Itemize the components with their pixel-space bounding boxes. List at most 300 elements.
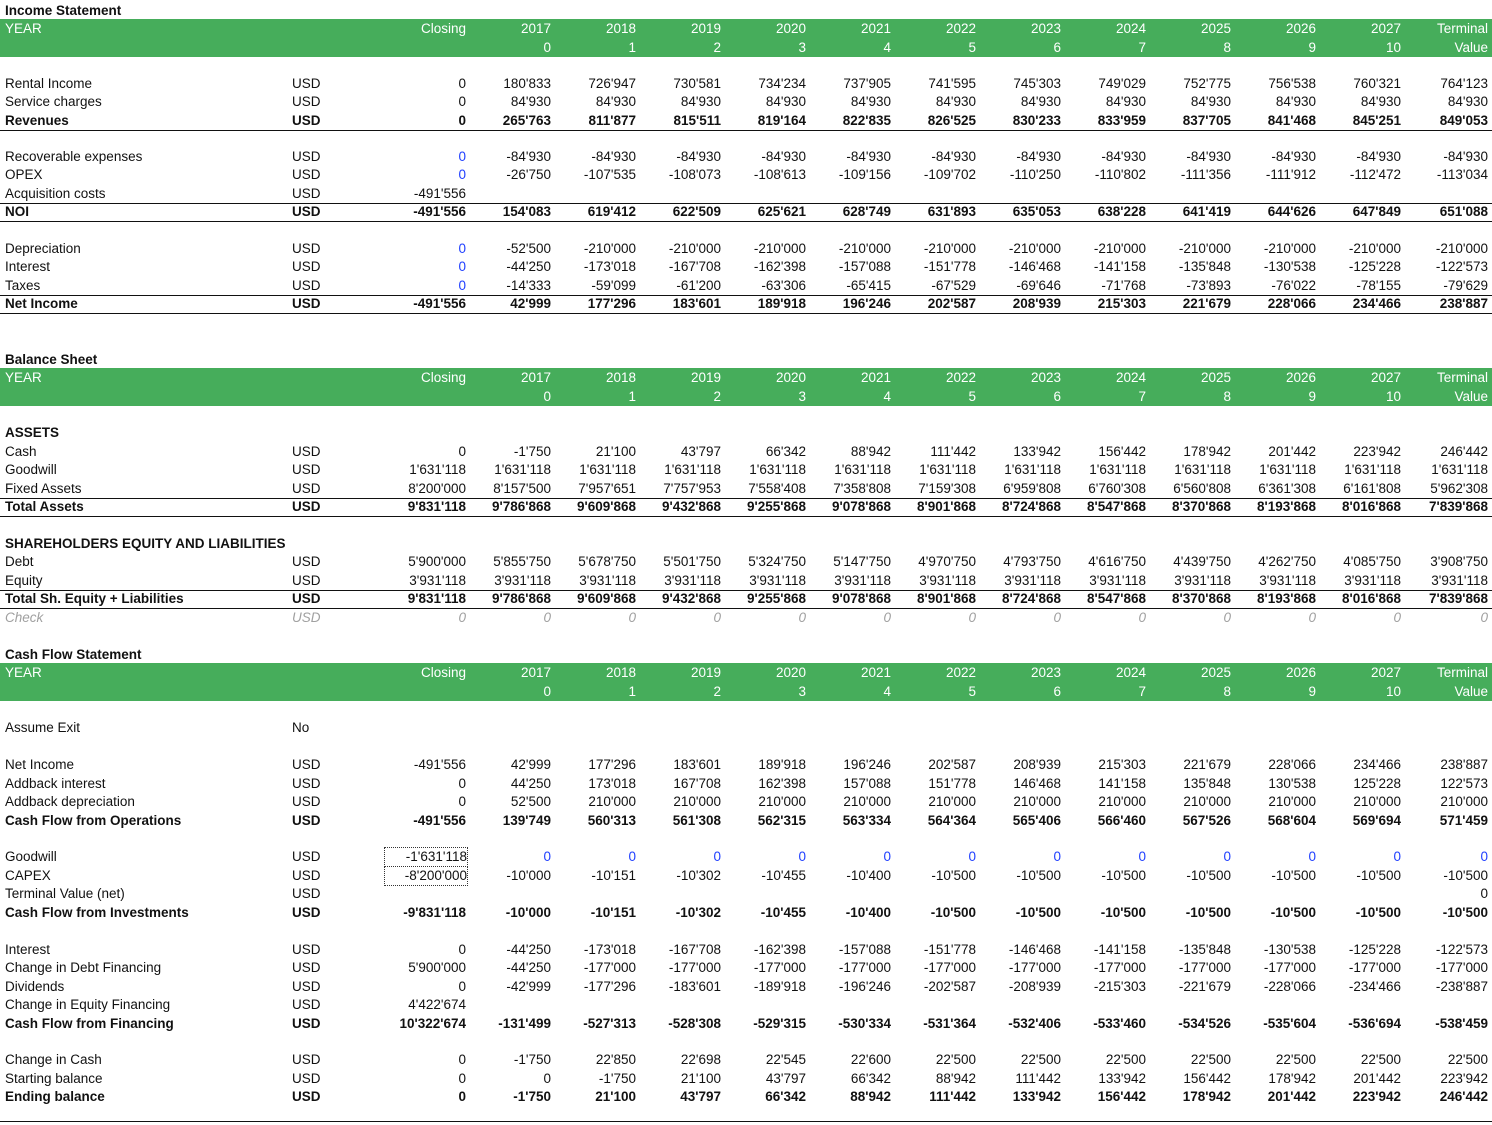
value-cell-col-9[interactable]: 567'526 <box>1182 813 1231 828</box>
value-cell-col-4[interactable]: 5'324'750 <box>748 554 806 569</box>
value-cell-col-11[interactable]: 234'466 <box>1353 757 1401 772</box>
value-cell-col-5[interactable]: 822'835 <box>842 113 891 128</box>
value-cell-col-1[interactable]: 52'500 <box>510 794 551 809</box>
value-cell-col-5[interactable]: -157'088 <box>838 942 891 957</box>
value-cell-col-5[interactable]: 84'930 <box>850 94 891 109</box>
value-cell-col-0[interactable]: 0 <box>458 942 466 957</box>
value-cell-col-11[interactable]: 8'016'868 <box>1342 499 1401 514</box>
value-cell-col-11[interactable]: -78'155 <box>1356 278 1401 293</box>
value-cell-col-1[interactable]: -1'750 <box>513 1052 551 1067</box>
value-cell-col-0[interactable]: -1'631'118 <box>385 848 467 866</box>
value-cell-col-8[interactable]: 156'442 <box>1097 1089 1146 1104</box>
value-cell-col-0[interactable]: 0 <box>458 979 466 994</box>
value-cell-col-9[interactable]: 178'942 <box>1182 1089 1231 1104</box>
value-cell-col-9[interactable]: -73'893 <box>1186 278 1231 293</box>
value-cell-col-2[interactable]: 619'412 <box>587 204 636 219</box>
value-cell-col-1[interactable]: -44'250 <box>506 259 551 274</box>
value-cell-col-6[interactable]: 0 <box>968 610 976 625</box>
value-cell-col-4[interactable]: 9'255'868 <box>747 591 806 606</box>
value-cell-col-4[interactable]: 22'545 <box>765 1052 806 1067</box>
value-cell-col-9[interactable] <box>1149 996 1231 1014</box>
value-cell-col-3[interactable]: 43'797 <box>680 1089 721 1104</box>
value-cell-col-2[interactable]: 21'100 <box>595 1089 636 1104</box>
value-cell-col-3[interactable]: -528'308 <box>668 1016 721 1031</box>
value-cell-col-11[interactable] <box>1319 185 1401 203</box>
value-cell-col-6[interactable] <box>894 185 976 203</box>
value-cell-col-11[interactable]: 8'016'868 <box>1342 591 1401 606</box>
value-cell-col-2[interactable]: 177'296 <box>587 296 636 311</box>
value-cell-col-6[interactable]: 7'159'308 <box>918 481 976 496</box>
value-cell-col-9[interactable]: 135'848 <box>1183 776 1231 791</box>
value-cell-col-4[interactable] <box>724 885 806 903</box>
value-cell-col-12[interactable]: 764'123 <box>1440 76 1488 91</box>
value-cell-col-7[interactable]: -146'468 <box>1008 259 1061 274</box>
value-cell-col-3[interactable]: -167'708 <box>668 942 721 957</box>
value-cell-col-11[interactable]: -84'930 <box>1356 149 1401 164</box>
value-cell-col-7[interactable]: -69'646 <box>1016 278 1061 293</box>
value-cell-col-0[interactable]: 0 <box>458 1052 466 1067</box>
value-cell-col-9[interactable]: 210'000 <box>1183 794 1231 809</box>
value-cell-col-4[interactable]: 189'918 <box>757 296 806 311</box>
value-cell-col-9[interactable]: 221'679 <box>1183 757 1231 772</box>
value-cell-col-5[interactable]: 157'088 <box>843 776 891 791</box>
value-cell-col-1[interactable]: 154'083 <box>502 204 551 219</box>
value-cell-col-2[interactable]: 173'018 <box>588 776 636 791</box>
value-cell-col-6[interactable]: 210'000 <box>928 794 976 809</box>
value-cell-col-3[interactable]: 1'631'118 <box>664 462 721 477</box>
value-cell-col-4[interactable]: 162'398 <box>758 776 806 791</box>
value-cell-col-0[interactable]: 0 <box>458 76 466 91</box>
value-cell-col-6[interactable]: -109'702 <box>923 167 976 182</box>
value-cell-col-10[interactable]: 8'193'868 <box>1257 499 1316 514</box>
value-cell-col-4[interactable]: -162'398 <box>753 259 806 274</box>
value-cell-col-6[interactable]: 741'595 <box>928 76 976 91</box>
value-cell-col-12[interactable]: 246'442 <box>1440 444 1488 459</box>
value-cell-col-0[interactable]: -9'831'118 <box>403 905 466 920</box>
value-cell-col-2[interactable]: 7'957'651 <box>578 481 636 496</box>
value-cell-col-12[interactable]: -10'500 <box>1443 868 1488 883</box>
value-cell-col-0[interactable]: 0 <box>458 278 466 293</box>
value-cell-col-3[interactable]: -183'601 <box>668 979 721 994</box>
value-cell-col-10[interactable]: 0 <box>1308 610 1316 625</box>
value-cell-col-11[interactable]: -10'500 <box>1355 905 1401 920</box>
value-cell-col-9[interactable]: 156'442 <box>1183 1071 1231 1086</box>
value-cell-col-11[interactable]: 234'466 <box>1352 296 1401 311</box>
value-cell-col-5[interactable]: 66'342 <box>850 1071 891 1086</box>
value-cell-col-9[interactable]: -534'526 <box>1178 1016 1231 1031</box>
value-cell-col-2[interactable]: 0 <box>628 849 636 864</box>
value-cell-col-6[interactable]: -10'500 <box>930 905 976 920</box>
value-cell-col-3[interactable]: 561'308 <box>672 813 721 828</box>
value-cell-col-10[interactable]: -535'604 <box>1263 1016 1316 1031</box>
value-cell-col-7[interactable]: 0 <box>1053 610 1061 625</box>
value-cell-col-0[interactable]: -491'556 <box>413 757 466 772</box>
value-cell-col-10[interactable]: 228'066 <box>1268 757 1316 772</box>
value-cell-col-0[interactable]: -491'556 <box>413 296 466 311</box>
value-cell-col-9[interactable] <box>1149 885 1231 903</box>
value-cell-col-9[interactable]: 22'500 <box>1190 1052 1231 1067</box>
value-cell-col-12[interactable]: 5'962'308 <box>1430 481 1488 496</box>
value-cell-col-1[interactable]: 1'631'118 <box>494 462 551 477</box>
value-cell-col-8[interactable]: 215'303 <box>1098 757 1146 772</box>
value-cell-col-2[interactable] <box>554 996 636 1014</box>
value-cell-col-10[interactable]: 8'193'868 <box>1257 591 1316 606</box>
value-cell-col-6[interactable] <box>894 996 976 1014</box>
value-cell-col-10[interactable]: 841'468 <box>1267 113 1316 128</box>
value-cell-col-10[interactable]: 4'262'750 <box>1258 554 1316 569</box>
value-cell-col-12[interactable]: -10'500 <box>1442 905 1488 920</box>
value-cell-col-3[interactable]: 21'100 <box>680 1071 721 1086</box>
value-cell-col-8[interactable]: 215'303 <box>1097 296 1146 311</box>
value-cell-col-3[interactable]: -10'302 <box>675 905 721 920</box>
value-cell-col-11[interactable] <box>1319 885 1401 903</box>
value-cell-col-3[interactable]: 3'931'118 <box>664 573 721 588</box>
value-cell-col-8[interactable]: -141'158 <box>1093 259 1146 274</box>
value-cell-col-10[interactable]: 568'604 <box>1267 813 1316 828</box>
value-cell-col-3[interactable]: 0 <box>713 610 721 625</box>
value-cell-col-6[interactable]: 826'525 <box>927 113 976 128</box>
value-cell-col-7[interactable]: -84'930 <box>1016 149 1061 164</box>
value-cell-col-4[interactable]: 0 <box>798 610 806 625</box>
value-cell-col-6[interactable]: -177'000 <box>923 960 976 975</box>
value-cell-col-8[interactable]: 210'000 <box>1098 794 1146 809</box>
value-cell-col-12[interactable]: 7'839'868 <box>1429 499 1488 514</box>
value-cell-col-11[interactable]: 569'694 <box>1352 813 1401 828</box>
value-cell-col-0[interactable]: 0 <box>458 1071 466 1086</box>
value-cell-col-9[interactable]: 8'370'868 <box>1172 591 1231 606</box>
value-cell-col-11[interactable] <box>1319 996 1401 1014</box>
value-cell-col-4[interactable]: 66'342 <box>765 444 806 459</box>
value-cell-col-3[interactable]: -167'708 <box>668 259 721 274</box>
value-cell-col-3[interactable]: 9'432'868 <box>662 499 721 514</box>
value-cell-col-0[interactable]: 0 <box>458 167 466 182</box>
value-cell-col-9[interactable]: -10'500 <box>1186 868 1231 883</box>
value-cell-col-0[interactable]: 5'900'000 <box>408 960 466 975</box>
value-cell-col-2[interactable]: -84'930 <box>591 149 636 164</box>
value-cell-col-0[interactable]: 0 <box>458 241 466 256</box>
value-cell-col-11[interactable]: 22'500 <box>1360 1052 1401 1067</box>
value-cell-col-6[interactable]: -202'587 <box>923 979 976 994</box>
value-cell-col-3[interactable] <box>639 185 721 203</box>
value-cell-col-8[interactable]: 6'760'308 <box>1088 481 1146 496</box>
value-cell-col-4[interactable]: 189'918 <box>758 757 806 772</box>
value-cell-col-3[interactable]: 210'000 <box>673 794 721 809</box>
value-cell-col-11[interactable]: 760'321 <box>1353 76 1401 91</box>
value-cell-col-8[interactable]: -533'460 <box>1093 1016 1146 1031</box>
value-cell-col-3[interactable]: 815'511 <box>673 113 721 128</box>
value-cell-col-0[interactable]: 0 <box>458 610 466 625</box>
value-cell-col-1[interactable]: 9'786'868 <box>492 591 551 606</box>
value-cell-col-6[interactable]: 111'442 <box>929 1089 976 1104</box>
value-cell-col-8[interactable]: -71'768 <box>1101 278 1146 293</box>
value-cell-col-2[interactable]: 0 <box>628 610 636 625</box>
value-cell-col-7[interactable]: 4'793'750 <box>1003 554 1061 569</box>
value-cell-col-6[interactable]: 564'364 <box>927 813 976 828</box>
value-cell-col-5[interactable]: -109'156 <box>838 167 891 182</box>
value-cell-col-1[interactable]: -52'500 <box>506 241 551 256</box>
value-cell-col-4[interactable]: 819'164 <box>757 113 806 128</box>
value-cell-col-0[interactable]: 5'900'000 <box>408 554 466 569</box>
value-cell-col-11[interactable]: 84'930 <box>1360 94 1401 109</box>
value-cell-col-11[interactable]: -112'472 <box>1349 167 1401 182</box>
value-cell-col-7[interactable]: 22'500 <box>1020 1052 1061 1067</box>
value-cell-col-0[interactable]: 1'631'118 <box>409 462 466 477</box>
value-cell-col-7[interactable] <box>979 996 1061 1014</box>
value-cell-col-2[interactable] <box>554 185 636 203</box>
value-cell-col-5[interactable]: -65'415 <box>846 278 891 293</box>
value-cell-col-0[interactable]: 0 <box>458 94 466 109</box>
value-cell-col-8[interactable]: 4'616'750 <box>1088 554 1146 569</box>
value-cell-col-11[interactable]: 125'228 <box>1353 776 1401 791</box>
value-cell-col-12[interactable]: 849'053 <box>1439 113 1488 128</box>
value-cell-col-1[interactable]: 0 <box>543 849 551 864</box>
value-cell-col-4[interactable]: 9'255'868 <box>747 499 806 514</box>
value-cell-col-2[interactable]: -173'018 <box>583 259 636 274</box>
value-cell-col-3[interactable]: 22'698 <box>680 1052 721 1067</box>
value-cell-col-8[interactable]: -210'000 <box>1093 241 1146 256</box>
value-cell-col-4[interactable]: -63'306 <box>761 278 806 293</box>
value-cell-col-8[interactable]: 833'959 <box>1097 113 1146 128</box>
value-cell-col-4[interactable]: 0 <box>798 849 806 864</box>
value-cell-col-10[interactable]: -130'538 <box>1263 942 1316 957</box>
value-cell-col-1[interactable]: 265'763 <box>502 113 551 128</box>
value-cell-col-3[interactable]: -210'000 <box>668 241 721 256</box>
value-cell-col-8[interactable]: 156'442 <box>1098 444 1146 459</box>
value-cell-col-3[interactable] <box>639 885 721 903</box>
value-cell-col-2[interactable]: -177'296 <box>583 979 636 994</box>
value-cell-col-0[interactable]: 0 <box>458 794 466 809</box>
value-cell-col-4[interactable]: 562'315 <box>757 813 806 828</box>
value-cell-col-9[interactable]: -177'000 <box>1178 960 1231 975</box>
value-cell-col-7[interactable]: 133'942 <box>1012 1089 1061 1104</box>
value-cell-col-11[interactable]: 3'931'118 <box>1344 573 1401 588</box>
value-cell-col-6[interactable]: 8'901'868 <box>917 591 976 606</box>
value-cell-col-11[interactable]: -125'228 <box>1348 942 1401 957</box>
value-cell-col-5[interactable]: 210'000 <box>843 794 891 809</box>
value-cell-col-10[interactable]: -10'500 <box>1271 868 1316 883</box>
value-cell-col-3[interactable]: 84'930 <box>680 94 721 109</box>
value-cell-col-0[interactable] <box>384 885 466 903</box>
value-cell-col-0[interactable]: -8'200'000 <box>385 867 467 885</box>
value-cell-col-2[interactable]: 9'609'868 <box>577 591 636 606</box>
value-cell-col-6[interactable]: -84'930 <box>931 149 976 164</box>
value-cell-col-7[interactable]: 84'930 <box>1020 94 1061 109</box>
value-cell-col-7[interactable]: -210'000 <box>1008 241 1061 256</box>
value-cell-col-12[interactable]: -113'034 <box>1436 167 1488 182</box>
value-cell-col-1[interactable]: -131'499 <box>498 1016 551 1031</box>
value-cell-col-8[interactable] <box>1064 185 1146 203</box>
value-cell-col-4[interactable]: -210'000 <box>753 241 806 256</box>
value-cell-col-3[interactable]: -61'200 <box>676 278 721 293</box>
value-cell-col-10[interactable]: -111'912 <box>1265 167 1316 182</box>
value-cell-col-12[interactable]: 7'839'868 <box>1429 591 1488 606</box>
value-cell-col-11[interactable]: 4'085'750 <box>1343 554 1401 569</box>
value-cell-col-4[interactable]: -529'315 <box>753 1016 806 1031</box>
value-cell-col-9[interactable]: -221'679 <box>1178 979 1231 994</box>
value-cell-col-3[interactable]: 7'757'953 <box>663 481 721 496</box>
value-cell-col-6[interactable]: 4'970'750 <box>918 554 976 569</box>
value-cell-col-5[interactable]: 563'334 <box>842 813 891 828</box>
value-cell-col-6[interactable]: 202'587 <box>928 757 976 772</box>
value-cell-col-7[interactable] <box>979 185 1061 203</box>
value-cell-col-0[interactable]: -491'556 <box>413 204 466 219</box>
value-cell-col-9[interactable]: -135'848 <box>1178 942 1231 957</box>
value-cell-col-12[interactable]: 238'887 <box>1440 757 1488 772</box>
value-cell-col-9[interactable]: 1'631'118 <box>1174 462 1231 477</box>
value-cell-col-2[interactable]: -10'151 <box>590 905 636 920</box>
value-cell-col-6[interactable]: 0 <box>968 849 976 864</box>
value-cell-col-6[interactable]: 631'893 <box>927 204 976 219</box>
value-cell-col-0[interactable]: 3'931'118 <box>409 573 466 588</box>
value-cell-col-3[interactable]: -108'073 <box>668 167 721 182</box>
value-cell-col-7[interactable]: -10'500 <box>1015 905 1061 920</box>
value-cell-col-5[interactable]: -10'400 <box>846 868 891 883</box>
value-cell-col-9[interactable]: -84'930 <box>1186 149 1231 164</box>
value-cell-col-3[interactable]: -177'000 <box>668 960 721 975</box>
value-cell-col-5[interactable]: 88'942 <box>850 1089 891 1104</box>
value-cell-col-2[interactable]: 177'296 <box>588 757 636 772</box>
value-cell-col-8[interactable]: 133'942 <box>1098 1071 1146 1086</box>
value-cell-col-5[interactable]: 737'905 <box>843 76 891 91</box>
value-cell-col-10[interactable] <box>1234 996 1316 1014</box>
value-cell-col-8[interactable]: 638'228 <box>1097 204 1146 219</box>
value-cell-col-11[interactable]: 1'631'118 <box>1344 462 1401 477</box>
value-cell-col-12[interactable]: 238'887 <box>1439 296 1488 311</box>
value-cell-col-5[interactable]: 0 <box>883 610 891 625</box>
value-cell-col-1[interactable]: 139'749 <box>502 813 551 828</box>
value-cell-col-3[interactable]: -10'302 <box>676 868 721 883</box>
value-cell-col-7[interactable]: 8'724'868 <box>1002 499 1061 514</box>
value-cell-col-2[interactable]: -527'313 <box>583 1016 636 1031</box>
value-cell-col-7[interactable]: 133'942 <box>1013 444 1061 459</box>
value-cell-col-12[interactable]: -177'000 <box>1435 960 1488 975</box>
value-cell-col-5[interactable]: -177'000 <box>838 960 891 975</box>
value-cell-col-4[interactable]: 3'931'118 <box>749 573 806 588</box>
value-cell-col-0[interactable]: 0 <box>458 149 466 164</box>
value-cell-col-2[interactable]: 21'100 <box>595 444 636 459</box>
value-cell-col-11[interactable]: 0 <box>1393 849 1401 864</box>
value-cell-col-3[interactable]: 5'501'750 <box>663 554 721 569</box>
value-cell-col-5[interactable]: -210'000 <box>838 241 891 256</box>
value-cell-col-7[interactable]: 208'939 <box>1013 757 1061 772</box>
value-cell-col-10[interactable]: 228'066 <box>1267 296 1316 311</box>
value-cell-col-6[interactable]: 1'631'118 <box>919 462 976 477</box>
value-cell-col-12[interactable]: 22'500 <box>1447 1052 1488 1067</box>
value-cell-col-8[interactable]: 0 <box>1138 849 1146 864</box>
value-cell-col-4[interactable]: -189'918 <box>753 979 806 994</box>
value-cell-col-11[interactable]: -210'000 <box>1348 241 1401 256</box>
value-cell-col-7[interactable]: -177'000 <box>1008 960 1061 975</box>
value-cell-col-1[interactable]: 84'930 <box>510 94 551 109</box>
value-cell-col-2[interactable]: 1'631'118 <box>579 462 636 477</box>
value-cell-col-7[interactable]: 1'631'118 <box>1004 462 1061 477</box>
value-cell-col-8[interactable]: -10'500 <box>1101 868 1146 883</box>
value-cell-col-10[interactable]: 201'442 <box>1267 1089 1316 1104</box>
value-cell-col-10[interactable]: -84'930 <box>1271 149 1316 164</box>
value-cell-col-1[interactable]: -1'750 <box>513 444 551 459</box>
value-cell-col-10[interactable]: -76'022 <box>1271 278 1316 293</box>
value-cell-col-2[interactable]: 9'609'868 <box>577 499 636 514</box>
value-cell-col-10[interactable]: 84'930 <box>1275 94 1316 109</box>
value-cell-col-8[interactable] <box>1064 885 1146 903</box>
value-cell-col-10[interactable]: 1'631'118 <box>1259 462 1316 477</box>
value-cell-col-9[interactable]: 8'370'868 <box>1172 499 1231 514</box>
value-cell-col-7[interactable]: 830'233 <box>1012 113 1061 128</box>
value-cell-col-3[interactable]: 730'581 <box>673 76 721 91</box>
value-cell-col-8[interactable]: 8'547'868 <box>1087 499 1146 514</box>
value-cell-col-2[interactable]: 84'930 <box>595 94 636 109</box>
value-cell-col-10[interactable]: 210'000 <box>1268 794 1316 809</box>
value-cell-col-2[interactable]: -59'099 <box>591 278 636 293</box>
value-cell-col-10[interactable]: -228'066 <box>1263 979 1316 994</box>
value-cell-col-11[interactable]: -10'500 <box>1356 868 1401 883</box>
value-cell-col-12[interactable]: 122'573 <box>1440 776 1488 791</box>
value-cell-col-3[interactable]: 9'432'868 <box>662 591 721 606</box>
value-cell-col-3[interactable]: 183'601 <box>672 296 721 311</box>
value-cell-col-7[interactable]: 8'724'868 <box>1002 591 1061 606</box>
value-cell-col-10[interactable]: -10'500 <box>1270 905 1316 920</box>
value-cell-col-1[interactable] <box>469 185 551 203</box>
value-cell-col-0[interactable]: 0 <box>458 776 466 791</box>
value-cell-col-9[interactable]: 0 <box>1223 849 1231 864</box>
value-cell-col-2[interactable]: -177'000 <box>583 960 636 975</box>
value-cell-col-8[interactable]: 1'631'118 <box>1089 462 1146 477</box>
value-cell-col-6[interactable]: -151'778 <box>923 942 976 957</box>
value-cell-col-2[interactable]: -107'535 <box>583 167 636 182</box>
value-cell-col-9[interactable]: -210'000 <box>1178 241 1231 256</box>
value-cell-col-1[interactable]: 180'833 <box>503 76 551 91</box>
value-cell-col-4[interactable]: 7'558'408 <box>748 481 806 496</box>
value-cell-col-3[interactable]: 167'708 <box>673 776 721 791</box>
value-cell-col-9[interactable]: 641'419 <box>1182 204 1231 219</box>
value-cell-col-7[interactable] <box>979 885 1061 903</box>
value-cell-col-1[interactable]: -14'333 <box>506 278 551 293</box>
value-cell-col-11[interactable]: 223'942 <box>1353 444 1401 459</box>
value-cell-col-5[interactable]: 22'600 <box>850 1052 891 1067</box>
value-cell-col-4[interactable]: 43'797 <box>765 1071 806 1086</box>
value-cell-col-4[interactable]: -162'398 <box>753 942 806 957</box>
value-cell-col-0[interactable]: 9'831'118 <box>407 499 466 514</box>
value-cell-col-4[interactable] <box>724 996 806 1014</box>
value-cell-col-11[interactable]: 6'161'808 <box>1343 481 1401 496</box>
value-cell-col-3[interactable]: 183'601 <box>673 757 721 772</box>
assume-exit-value[interactable]: No <box>292 720 310 735</box>
value-cell-col-12[interactable]: 223'942 <box>1440 1071 1488 1086</box>
value-cell-col-12[interactable]: -84'930 <box>1443 149 1488 164</box>
value-cell-col-12[interactable]: -122'573 <box>1435 259 1488 274</box>
value-cell-col-2[interactable]: 22'850 <box>595 1052 636 1067</box>
value-cell-col-5[interactable]: 196'246 <box>843 757 891 772</box>
value-cell-col-4[interactable] <box>724 185 806 203</box>
value-cell-col-10[interactable]: 6'361'308 <box>1258 481 1316 496</box>
value-cell-col-2[interactable]: -173'018 <box>583 942 636 957</box>
value-cell-col-12[interactable]: 246'442 <box>1439 1089 1488 1104</box>
value-cell-col-5[interactable]: 196'246 <box>842 296 891 311</box>
value-cell-col-12[interactable] <box>1406 185 1488 203</box>
value-cell-col-4[interactable]: 84'930 <box>765 94 806 109</box>
value-cell-col-6[interactable]: 202'587 <box>927 296 976 311</box>
value-cell-col-4[interactable]: 1'631'118 <box>749 462 806 477</box>
value-cell-col-8[interactable] <box>1064 996 1146 1014</box>
value-cell-col-8[interactable]: -110'802 <box>1094 167 1146 182</box>
value-cell-col-3[interactable]: -84'930 <box>676 149 721 164</box>
value-cell-col-11[interactable]: -125'228 <box>1348 259 1401 274</box>
value-cell-col-7[interactable]: 111'442 <box>1015 1071 1061 1086</box>
value-cell-col-12[interactable]: 0 <box>1480 610 1488 625</box>
value-cell-col-5[interactable] <box>809 885 891 903</box>
value-cell-col-7[interactable]: 208'939 <box>1012 296 1061 311</box>
value-cell-col-11[interactable]: 647'849 <box>1352 204 1401 219</box>
